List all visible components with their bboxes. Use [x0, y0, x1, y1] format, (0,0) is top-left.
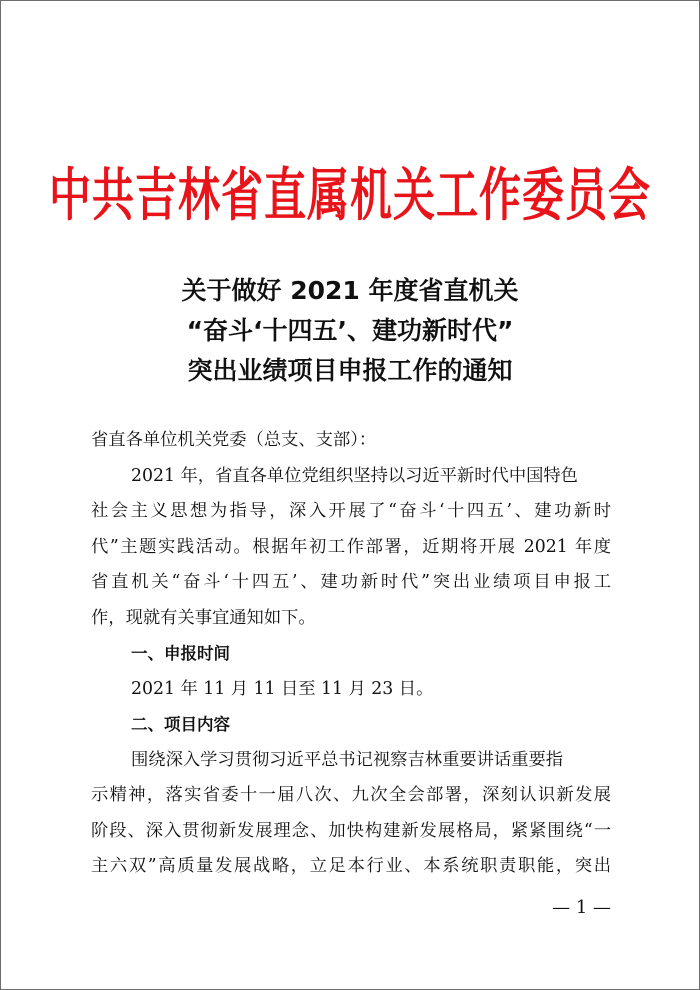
- intro-line-3: 代”主题实践活动。根据年初工作部署，近期将开展 2021 年度: [91, 536, 611, 557]
- section-2-heading: 二、项目内容: [131, 715, 230, 734]
- organization-header: 中共吉林省直属机关工作委员会: [48, 161, 651, 228]
- section-1-heading: 一、申报时间: [131, 644, 230, 663]
- title-line-1: 关于做好 2021 年度省直机关: [181, 276, 519, 305]
- intro-line-1: 2021 年，省直各单位党组织坚持以习近平新时代中国特色: [131, 465, 578, 486]
- notice-title: [1, 271, 699, 391]
- section-2-line-2: 示精神，落实省委十一届八次、九次全会部署，深刻认识新发展: [91, 785, 611, 805]
- salutation: 省直各单位机关党委（总支、支部）：: [91, 430, 377, 450]
- intro-line-2: 社会主义思想为指导，深入开展了“奋斗‘十四五’、建功新时: [91, 501, 611, 521]
- section-2-line-3: 阶段、深入贯彻新发展理念、加快构建新发展格局，紧紧围绕“一: [91, 820, 611, 841]
- notice-body: [91, 423, 611, 885]
- title-line-2: “奋斗‘十四五’、建功新时代”: [186, 316, 514, 345]
- section-2-line-4: 主六双”高质量发展战略，立足本行业、本系统职责职能，突出: [91, 856, 611, 876]
- intro-line-5: 作，现就有关事宜通知如下。: [91, 607, 316, 628]
- page-number: — 1 —: [552, 897, 611, 918]
- section-2-line-1: 围绕深入学习贯彻习近平总书记视察吉林重要讲话重要指: [131, 749, 564, 770]
- title-line-3: 突出业绩项目申报工作的通知: [187, 356, 513, 385]
- section-1-text: 2021 年 11 月 11 日至 11 月 23 日。: [131, 678, 434, 699]
- intro-line-4: 省直机关“奋斗‘十四五’、建功新时代”突出业绩项目申报工: [91, 572, 611, 592]
